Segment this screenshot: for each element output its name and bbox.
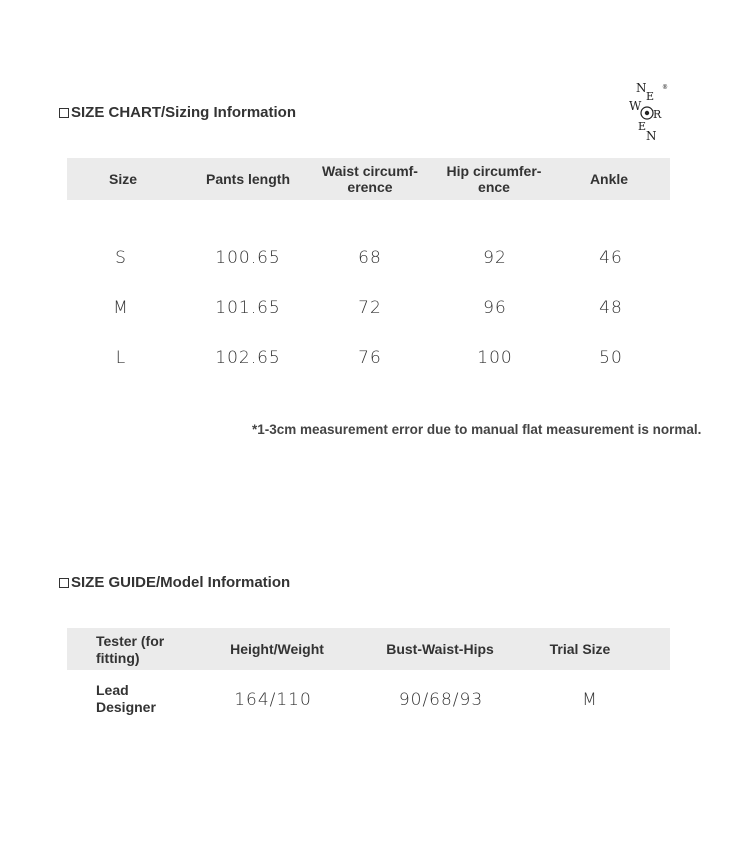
size-guide-title — [59, 574, 290, 591]
cell-pants-length: 100.65 — [215, 248, 281, 268]
svg-text:R: R — [653, 108, 662, 121]
svg-text:E: E — [638, 120, 647, 133]
measurement-note: *1-3cm measurement error due to manual flat measurement is normal. — [252, 422, 702, 437]
cell-ankle: 50 — [599, 348, 623, 368]
cell-hip: 100 — [477, 348, 513, 368]
header-trial-size: Trial Size — [549, 641, 611, 657]
header-bust-waist-hips: Bust-Waist-Hips — [386, 641, 494, 657]
checkbox-square-icon — [59, 578, 69, 588]
cell-pants-length: 102.65 — [215, 348, 281, 368]
svg-text:W: W — [629, 99, 642, 113]
svg-text:E: E — [646, 90, 655, 103]
cell-waist: 68 — [358, 248, 382, 268]
header-height-weight: Height/Weight — [230, 641, 324, 657]
cell-hip: 92 — [483, 248, 507, 268]
cell-trial-size: M — [582, 690, 598, 710]
cell-size: M — [113, 298, 129, 318]
svg-text:N: N — [646, 129, 657, 143]
cell-size: S — [115, 248, 127, 268]
size-chart-title-text: SIZE CHART/Sizing Information — [71, 104, 296, 121]
checkbox-square-icon — [59, 108, 69, 118]
header-tester: Tester (for fitting) — [96, 633, 165, 666]
cell-tester: Lead Designer — [96, 682, 156, 715]
cell-ankle: 48 — [599, 298, 623, 318]
cell-waist: 76 — [358, 348, 382, 368]
svg-text:N: N — [636, 81, 647, 95]
header-pants-length: Pants length — [205, 171, 291, 187]
cell-hip: 96 — [483, 298, 507, 318]
cell-size: L — [115, 348, 127, 368]
brand-logo — [626, 80, 672, 144]
header-size: Size — [108, 171, 138, 187]
header-waist: Waist circumf- erence — [322, 163, 418, 195]
size-guide-title-text: SIZE GUIDE/Model Information — [71, 574, 291, 591]
cell-ankle: 46 — [599, 248, 623, 268]
cell-pants-length: 101.65 — [215, 298, 281, 318]
header-hip: Hip circumfer- ence — [446, 163, 542, 195]
svg-text:®: ® — [662, 84, 668, 91]
header-ankle: Ankle — [589, 171, 629, 187]
cell-waist: 72 — [358, 298, 382, 318]
cell-bust-waist-hips: 90/68/93 — [398, 690, 484, 710]
size-chart-title — [59, 104, 296, 121]
cell-height-weight: 164/110 — [234, 690, 312, 710]
